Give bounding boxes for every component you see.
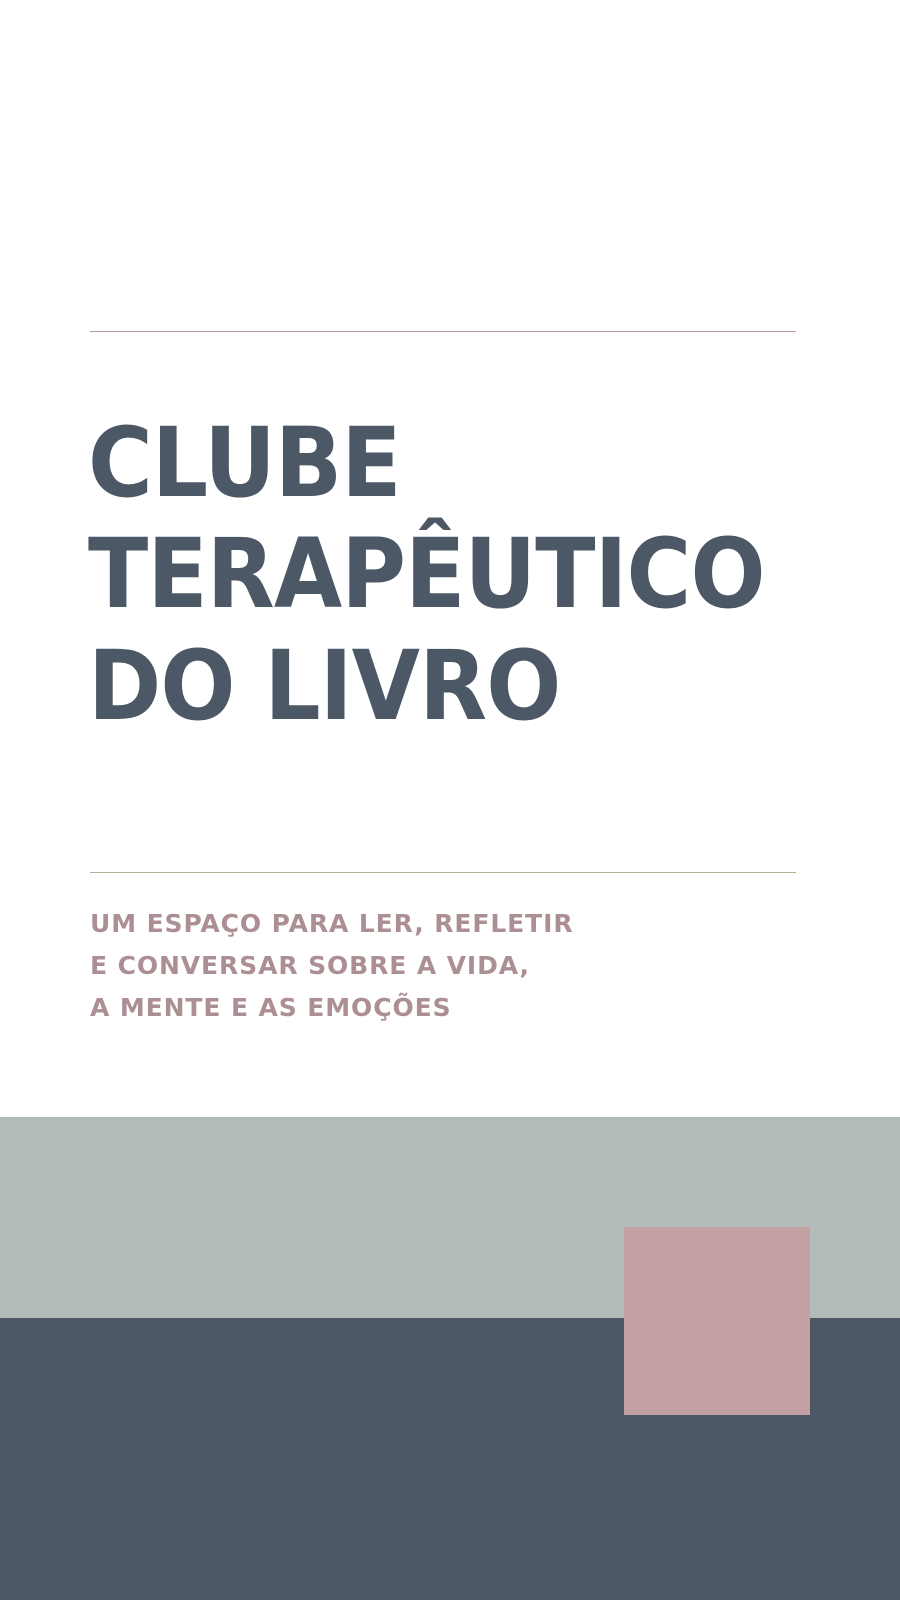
title-line-3: DO LIVRO	[88, 629, 561, 742]
subtitle-line-1: UM ESPAÇO PARA LER, REFLETIR	[90, 909, 574, 938]
page-subtitle	[90, 903, 810, 1029]
page-title	[88, 408, 769, 742]
divider-top	[90, 331, 796, 332]
subtitle-line-2: E CONVERSAR SOBRE A VIDA,	[90, 951, 530, 980]
decorative-square-rose	[624, 1227, 810, 1415]
title-line-2: TERAPÊUTICO	[88, 518, 765, 631]
subtitle-line-3: A MENTE E AS EMOÇÕES	[90, 993, 452, 1022]
divider-bottom	[90, 872, 796, 873]
title-line-1: CLUBE	[88, 407, 401, 519]
